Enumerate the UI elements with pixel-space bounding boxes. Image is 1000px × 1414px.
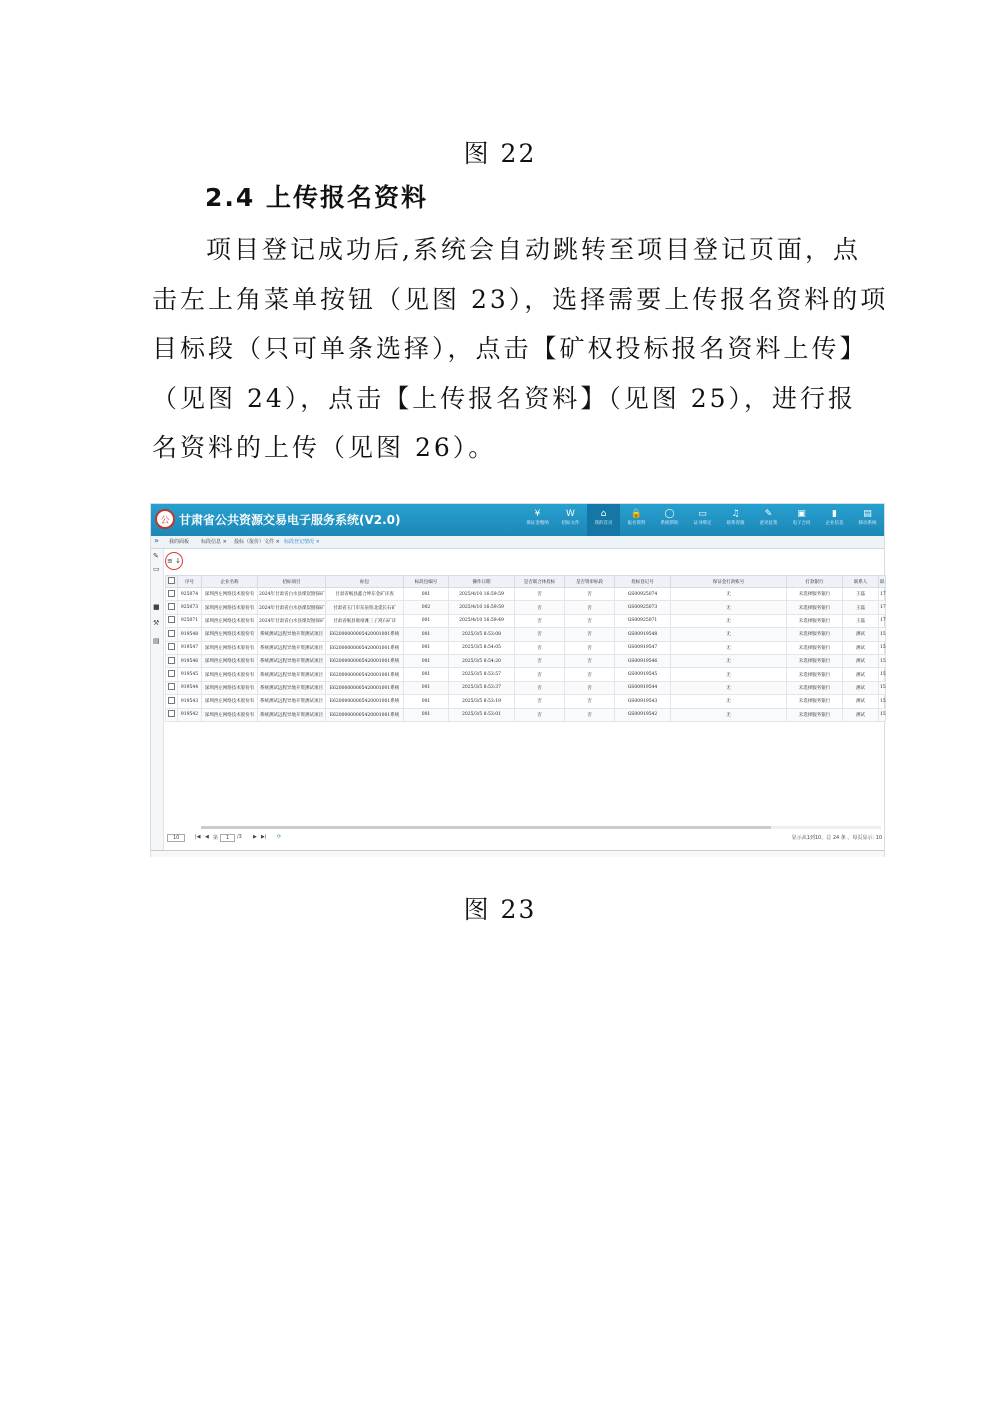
table-cell: 测试 <box>843 641 879 654</box>
status-bar <box>151 850 884 857</box>
last-page-button[interactable]: ▶| <box>261 834 267 840</box>
table-cell: 15 <box>879 681 886 694</box>
next-page-button[interactable]: ▶ <box>253 834 257 840</box>
table-cell: GS00925071 <box>615 614 671 627</box>
table-cell: 系统测试远程异地开资测试项目 <box>258 668 326 681</box>
nav-item[interactable] <box>785 504 818 536</box>
table-cell: 否 <box>565 628 615 641</box>
table-row[interactable] <box>166 654 886 667</box>
table-cell: 17 <box>879 588 886 601</box>
table-cell: 甘肃省玉门市东泉铁北延长石矿 <box>326 601 404 614</box>
table-cell: 无 <box>671 628 787 641</box>
figure-caption-23: 图 23 <box>463 895 537 924</box>
nav-icon: ▮ <box>832 509 837 519</box>
table-cell: GS00925073 <box>615 601 671 614</box>
table-cell: 无 <box>671 708 787 721</box>
table-row[interactable] <box>166 708 886 721</box>
table-cell: 深圳西左网络技术股份有 <box>202 695 258 708</box>
refresh-icon[interactable]: ⟳ <box>277 834 282 840</box>
nav-icon: 🔒 <box>630 509 643 519</box>
nav-label: 证书绑定 <box>693 521 712 526</box>
column-header[interactable]: 联 <box>879 576 886 588</box>
table-cell <box>166 641 178 654</box>
table-cell: E62000000005420001001系统 <box>326 708 404 721</box>
table-cell: 深圳西左网络技术股份有 <box>202 614 258 627</box>
prev-page-button[interactable]: ◀ <box>205 834 209 840</box>
page-number-input[interactable]: 1 <box>220 834 235 842</box>
table-cell: 925071 <box>178 614 202 627</box>
table-cell: 否 <box>515 601 565 614</box>
table-cell: 否 <box>515 708 565 721</box>
table-cell: 无 <box>671 668 787 681</box>
nav-label: 系统帮助 <box>660 521 679 526</box>
table-cell: 15 <box>879 708 886 721</box>
column-header[interactable]: 打款银行 <box>787 576 843 588</box>
table-cell <box>166 681 178 694</box>
nav-icon: ▭ <box>698 509 707 519</box>
table-cell: 王磊 <box>843 601 879 614</box>
nav-item[interactable] <box>653 504 686 536</box>
first-page-button[interactable]: |◀ <box>195 834 201 840</box>
nav-item[interactable] <box>587 504 620 536</box>
table-cell: 系统测试远程异地开资测试项目 <box>258 708 326 721</box>
row-checkbox[interactable] <box>168 603 175 610</box>
table-cell: 15 <box>879 695 886 708</box>
paragraph-line: （见图 24），点击【上传报名资料】（见图 25），进行报 <box>152 383 857 413</box>
table-cell <box>166 668 178 681</box>
column-header[interactable]: 企业名称 <box>202 576 258 588</box>
pagination-bar <box>165 832 884 844</box>
table-cell <box>166 654 178 667</box>
paragraph-line: 名资料的上传（见图 26）。 <box>152 433 497 462</box>
table-cell: 未选择服务银行 <box>787 681 843 694</box>
table-cell: 否 <box>565 641 615 654</box>
page-total: /3 <box>237 834 242 840</box>
table-row[interactable] <box>166 601 886 614</box>
nav-label: 报名资料 <box>627 521 646 526</box>
table-cell: GS00919544 <box>615 681 671 694</box>
hammer-icon[interactable]: ⚒ <box>153 619 160 627</box>
table-cell: 系统测试远程异地开资测试项目 <box>258 695 326 708</box>
table-cell: 深圳西左网络技术股份有 <box>202 708 258 721</box>
table-cell: 15 <box>879 641 886 654</box>
table-cell: 无 <box>671 681 787 694</box>
table-cell: 未选择服务银行 <box>787 668 843 681</box>
table-row[interactable] <box>166 628 886 641</box>
row-checkbox[interactable] <box>168 710 175 717</box>
table-cell: 否 <box>515 588 565 601</box>
table-cell: 15 <box>879 628 886 641</box>
table-row[interactable] <box>166 668 886 681</box>
table-cell: GS00925074 <box>615 588 671 601</box>
table-cell: E62000000005420001001系统 <box>326 628 404 641</box>
table-cell: GS00919548 <box>615 628 671 641</box>
table-row[interactable] <box>166 614 886 627</box>
table-cell: 919542 <box>178 708 202 721</box>
table-cell: 未选择服务银行 <box>787 601 843 614</box>
tab-bar <box>151 536 884 549</box>
column-header[interactable]: 保证金打款账号 <box>671 576 787 588</box>
table-cell: 2025/3/5 8:53:01 <box>449 708 515 721</box>
table-cell: 001 <box>404 614 449 627</box>
table-cell: 否 <box>515 681 565 694</box>
horizontal-scrollbar[interactable] <box>201 826 881 829</box>
table-cell: 未选择服务银行 <box>787 641 843 654</box>
pager-summary: 显示从1到10，总 24 条 。每页显示: 10 <box>791 835 882 841</box>
table-cell: 001 <box>404 588 449 601</box>
nav-item[interactable] <box>752 504 785 536</box>
column-header[interactable]: 联系人 <box>843 576 879 588</box>
paragraph-line: 项目登记成功后,系统会自动跳转至项目登记页面，点 <box>206 235 861 264</box>
table-cell: 001 <box>404 628 449 641</box>
row-checkbox[interactable] <box>168 657 175 664</box>
app-header <box>151 504 884 536</box>
nav-item[interactable] <box>686 504 719 536</box>
table-cell: 系统测试远程异地开资测试项目 <box>258 654 326 667</box>
table-cell: 2024年甘肃省白水县煤炭勘探矿 <box>258 588 326 601</box>
table-cell: 2025/4/10 16:59:59 <box>449 588 515 601</box>
table-cell: 无 <box>671 641 787 654</box>
top-nav <box>521 504 884 536</box>
column-header[interactable]: 标段包编号 <box>404 576 449 588</box>
nav-item[interactable] <box>719 504 752 536</box>
table-cell: 未选择服务银行 <box>787 695 843 708</box>
table-cell: 未选择服务银行 <box>787 588 843 601</box>
nav-icon: W <box>566 509 575 519</box>
table-cell: 2024年甘肃省白水县煤炭勘探矿 <box>258 601 326 614</box>
table-cell: 否 <box>565 601 615 614</box>
page-prefix: 第 <box>213 835 219 841</box>
column-header[interactable]: 是否联合体投标 <box>515 576 565 588</box>
table-row[interactable] <box>166 588 886 601</box>
table-cell: 测试 <box>843 681 879 694</box>
table-cell: 测试 <box>843 654 879 667</box>
row-checkbox[interactable] <box>168 683 175 690</box>
table-cell <box>166 695 178 708</box>
table-cell: GS00919545 <box>615 668 671 681</box>
table-cell <box>166 628 178 641</box>
menu-button[interactable]: ≡ ↓ <box>165 552 183 570</box>
table-cell: 2025/3/5 8:53:19 <box>449 695 515 708</box>
section-heading: 2.4 上传报名资料 <box>205 183 428 212</box>
table-cell: GS00919547 <box>615 641 671 654</box>
table-cell: 919547 <box>178 641 202 654</box>
column-header[interactable]: 是否资审标段 <box>565 576 615 588</box>
table-cell: 否 <box>515 641 565 654</box>
table-cell: 925073 <box>178 601 202 614</box>
nav-icon: ¥ <box>534 509 541 519</box>
row-checkbox[interactable] <box>168 616 175 623</box>
nav-label: 意见征集 <box>759 521 778 526</box>
app-title: 甘肃省公共资源交易电子服务系统(V2.0) <box>179 513 401 527</box>
table-cell: 919548 <box>178 628 202 641</box>
table-cell: GS00919542 <box>615 708 671 721</box>
table-cell: 未选择服务银行 <box>787 614 843 627</box>
table-row[interactable] <box>166 681 886 694</box>
table-cell: 001 <box>404 695 449 708</box>
table-cell: E62000000005420001001系统 <box>326 654 404 667</box>
column-header[interactable]: 操作日期 <box>449 576 515 588</box>
table-cell: 深圳西左网络技术股份有 <box>202 588 258 601</box>
row-checkbox[interactable] <box>168 643 175 650</box>
table-cell <box>166 601 178 614</box>
nav-icon: ♫ <box>731 509 740 519</box>
table-cell: 王磊 <box>843 588 879 601</box>
table-cell: 否 <box>515 695 565 708</box>
table-cell: 15 <box>879 654 886 667</box>
table-cell: 无 <box>671 695 787 708</box>
table-cell: 否 <box>565 588 615 601</box>
table-cell: 测试 <box>843 695 879 708</box>
table-cell: 否 <box>565 695 615 708</box>
table-cell: 002 <box>404 601 449 614</box>
table-cell: 001 <box>404 708 449 721</box>
table-cell: 001 <box>404 681 449 694</box>
table-cell: 深圳西左网络技术股份有 <box>202 641 258 654</box>
table-cell: 深圳西左网络技术股份有 <box>202 668 258 681</box>
scrollbar-thumb[interactable] <box>201 826 771 829</box>
table-cell: E62000000005420001001系统 <box>326 681 404 694</box>
table-cell <box>166 708 178 721</box>
table-cell: 否 <box>515 654 565 667</box>
nav-item[interactable] <box>818 504 851 536</box>
table-cell: 深圳西左网络技术股份有 <box>202 601 258 614</box>
nav-item[interactable] <box>521 504 554 536</box>
column-header[interactable]: 招标项目 <box>258 576 326 588</box>
table-cell: E62000000005420001001系统 <box>326 641 404 654</box>
table-cell: 无 <box>671 601 787 614</box>
table-cell: 系统测试远程异地开资测试项目 <box>258 641 326 654</box>
tab-section-registration[interactable]: 标段登记情况 × <box>284 539 320 545</box>
table-row[interactable] <box>166 641 886 654</box>
table-cell: 否 <box>515 628 565 641</box>
table-cell: 17 <box>879 601 886 614</box>
table-cell: 919545 <box>178 668 202 681</box>
table-cell: 深圳西左网络技术股份有 <box>202 681 258 694</box>
table-body <box>166 588 886 722</box>
nav-item[interactable] <box>620 504 653 536</box>
list-icon[interactable]: ▤ <box>153 637 160 645</box>
table-cell <box>166 614 178 627</box>
table-cell: 测试 <box>843 708 879 721</box>
table-cell: 无 <box>671 614 787 627</box>
nav-icon: ▣ <box>797 509 806 519</box>
tab-my-panel[interactable]: 我的面板 <box>169 539 190 545</box>
card-icon[interactable]: ▭ <box>153 565 160 573</box>
row-checkbox[interactable] <box>168 630 175 637</box>
paragraph-line: 目标段（只可单条选择），点击【矿权投标报名资料上传】 <box>152 334 868 363</box>
column-header[interactable]: 标包 <box>326 576 404 588</box>
table-cell: 2025/3/5 8:53:37 <box>449 681 515 694</box>
table-cell: 测试 <box>843 668 879 681</box>
nav-item[interactable] <box>851 504 884 536</box>
table-cell: 未选择服务银行 <box>787 654 843 667</box>
nav-icon: ◯ <box>664 509 675 519</box>
table-cell: GS00919543 <box>615 695 671 708</box>
save-icon[interactable]: ■ <box>153 603 160 611</box>
table-cell: 否 <box>515 614 565 627</box>
logo-icon: 公 <box>155 509 175 529</box>
expand-sidebar-icon[interactable]: » <box>154 536 159 545</box>
table-cell: 2024年甘肃省白水县煤炭勘探矿 <box>258 614 326 627</box>
table-cell: 王磊 <box>843 614 879 627</box>
select-all-checkbox[interactable] <box>168 577 175 584</box>
table-cell: 深圳西左网络技术股份有 <box>202 628 258 641</box>
table-cell: 17 <box>879 614 886 627</box>
table-cell: 919544 <box>178 681 202 694</box>
table-row[interactable] <box>166 695 886 708</box>
nav-label: 移动系统 <box>858 521 877 526</box>
table-cell: 未选择服务银行 <box>787 708 843 721</box>
tab-bid-section-info[interactable]: 标段信息 × <box>201 539 227 545</box>
nav-icon: ✎ <box>764 509 773 519</box>
nav-label: 电子合同 <box>792 521 811 526</box>
table-cell: 甘肃省岷县鑫合坤东金矿详查 <box>326 588 404 601</box>
nav-label: 联系客服 <box>726 521 745 526</box>
column-header[interactable]: 投标登记号 <box>615 576 671 588</box>
nav-label: 招标文件 <box>561 521 580 526</box>
table-cell <box>166 588 178 601</box>
nav-item[interactable] <box>554 504 587 536</box>
table-cell: 15 <box>879 668 886 681</box>
table-cell: 919546 <box>178 654 202 667</box>
figure-caption-22: 图 22 <box>463 139 537 168</box>
table-cell: 2025/4/10 16:59:59 <box>449 601 515 614</box>
table-cell: 否 <box>565 668 615 681</box>
table-cell: 无 <box>671 654 787 667</box>
table-cell: 系统测试远程异地开资测试项目 <box>258 681 326 694</box>
column-header[interactable]: 序号 <box>178 576 202 588</box>
table-cell: E62000000005420001001系统 <box>326 668 404 681</box>
table-cell: 否 <box>565 614 615 627</box>
registration-table <box>165 575 886 722</box>
edit-icon[interactable]: ✎ <box>153 552 159 560</box>
column-header[interactable] <box>166 576 178 588</box>
table-cell: 甘肃省岷县康靖滩三子窝石矿详 <box>326 614 404 627</box>
nav-icon: ⌂ <box>600 509 607 519</box>
nav-icon: ▤ <box>863 509 872 519</box>
table-cell: 未选择服务银行 <box>787 628 843 641</box>
table-cell: 否 <box>565 708 615 721</box>
table-cell: 2025/4/10 16:59:49 <box>449 614 515 627</box>
left-toolbar <box>151 549 164 856</box>
table-cell: 2025/3/5 8:54:05 <box>449 641 515 654</box>
table-cell: E62000000005420001001系统 <box>326 695 404 708</box>
table-cell: 无 <box>671 588 787 601</box>
table-cell: 否 <box>565 654 615 667</box>
nav-label: 我的首页 <box>594 521 613 526</box>
table-cell: GS00919546 <box>615 654 671 667</box>
table-cell: 否 <box>515 668 565 681</box>
table-header-row <box>166 576 886 588</box>
tab-bid-document[interactable]: 投标（报价）文件 × <box>234 539 280 545</box>
body-paragraph <box>152 225 889 473</box>
row-checkbox[interactable] <box>168 590 175 597</box>
table-cell: 001 <box>404 668 449 681</box>
table-cell: 深圳西左网络技术股份有 <box>202 654 258 667</box>
table-cell: 2025/3/5 8:54:20 <box>449 654 515 667</box>
table-cell: 001 <box>404 641 449 654</box>
table-cell: 系统测试远程异地开资测试项目 <box>258 628 326 641</box>
table-cell: 919543 <box>178 695 202 708</box>
nav-label: 保证金缴纳 <box>526 521 549 526</box>
nav-label: 企业信息 <box>825 521 844 526</box>
table-cell: 001 <box>404 654 449 667</box>
row-checkbox[interactable] <box>168 670 175 677</box>
screenshot-figure <box>150 503 885 857</box>
table-cell: 测试 <box>843 628 879 641</box>
paragraph-line: 击左上角菜单按钮（见图 23），选择需要上传报名资料的项 <box>152 284 889 314</box>
table-cell: 2025/3/5 8:53:57 <box>449 668 515 681</box>
row-checkbox[interactable] <box>168 697 175 704</box>
table-cell: 925074 <box>178 588 202 601</box>
table-cell: 否 <box>565 681 615 694</box>
table-cell: 2025/3/5 8:53:08 <box>449 628 515 641</box>
page-size-select[interactable]: 10 <box>167 834 185 842</box>
